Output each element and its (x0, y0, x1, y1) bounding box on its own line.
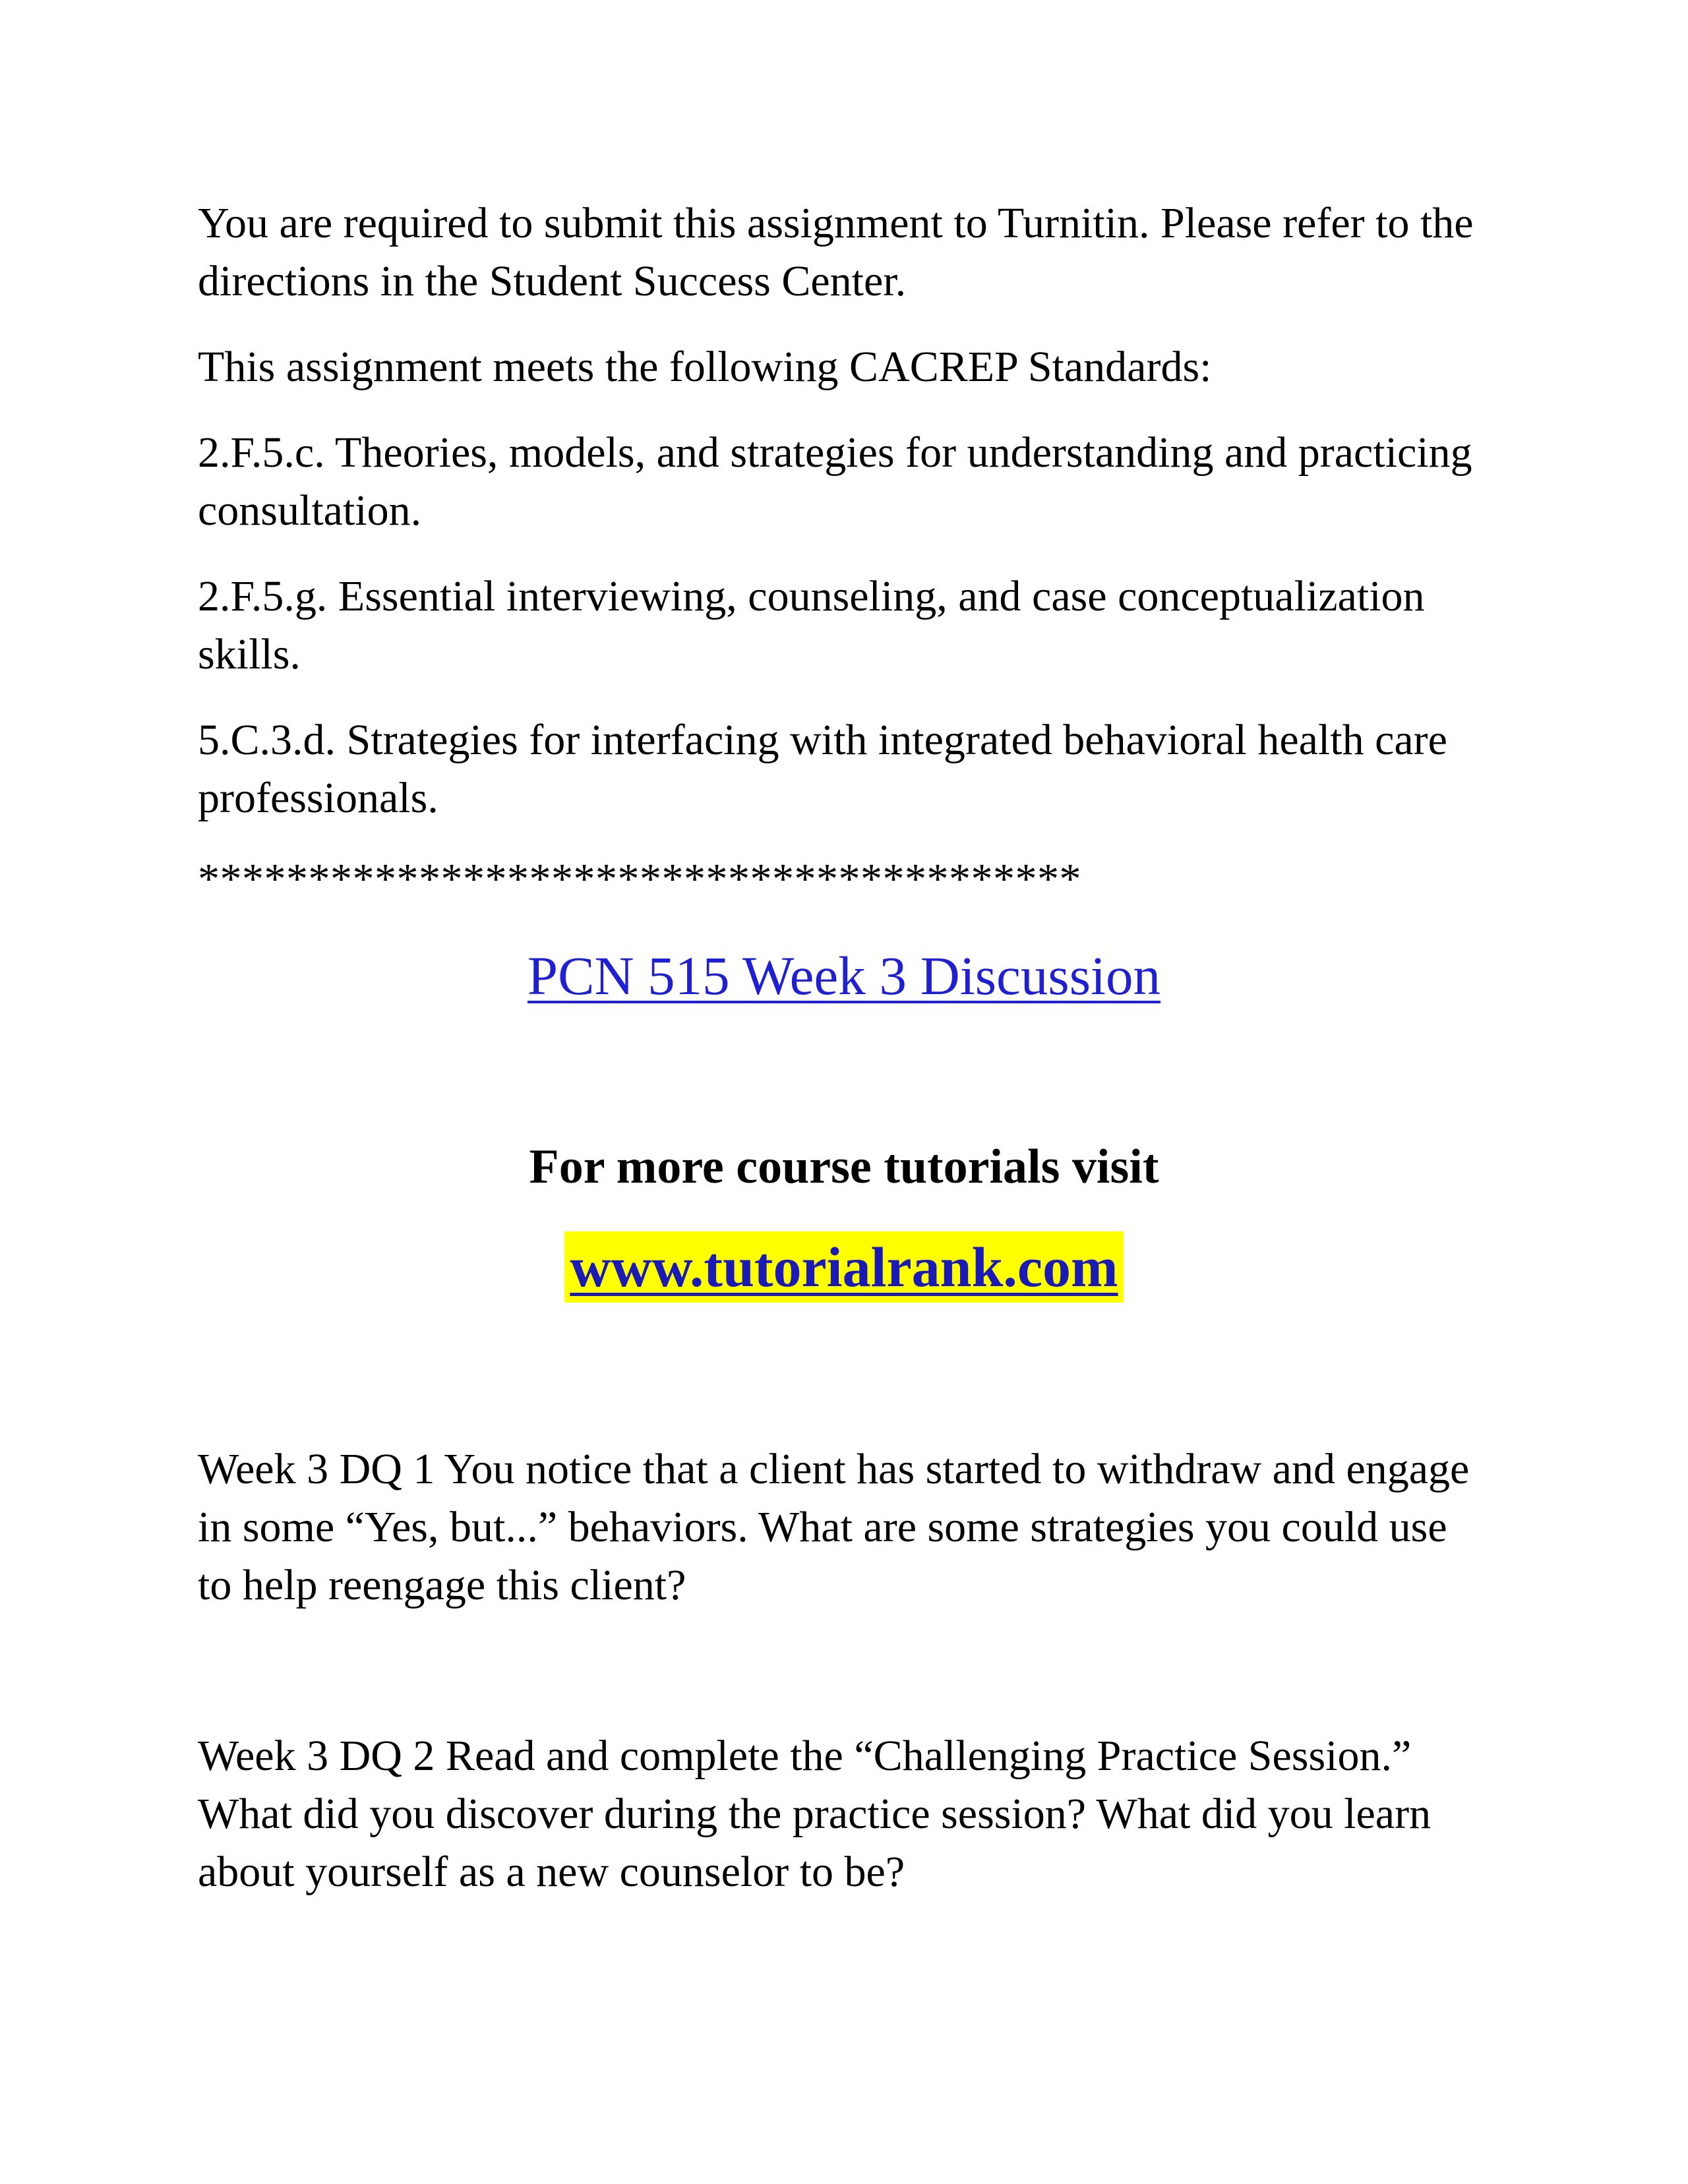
website-container (0, 1231, 1688, 1303)
standard-2f5g: 2.F.5.g. Essential interviewing, counseling, and case conceptualization skills. (198, 572, 1425, 678)
turnitin-instruction: You are required to submit this assignment to Turnitin. Please refer to the directions in the Student Success Center. (198, 199, 1474, 305)
visit-heading: For more course tutorials visit (529, 1140, 1159, 1194)
asterisk-separator: **************************************** (198, 855, 1081, 903)
standard-2f5c: 2.F.5.c. Theories, models, and strategies for understanding and practicing consultation. (198, 428, 1472, 535)
discussion-title-link[interactable]: PCN 515 Week 3 Discussion (527, 945, 1161, 1006)
website-link[interactable]: www.tutorialrank.com (564, 1231, 1123, 1303)
discussion-question-2: Week 3 DQ 2 Read and complete the “Challenging Practice Session.” What did you discover during the practice session? What did you learn about yourself as a new counselor to be? (198, 1732, 1432, 1896)
cacrep-intro: This assignment meets the following CACREP Standards: (198, 343, 1212, 391)
discussion-question-1: Week 3 DQ 1 You notice that a client has started to withdraw and engage in some “Yes, but...” behaviors. What are some strategies you could use to help reengage this client? (198, 1445, 1470, 1609)
standard-5c3d: 5.C.3.d. Strategies for interfacing with integrated behavioral health care professionals. (198, 716, 1447, 822)
